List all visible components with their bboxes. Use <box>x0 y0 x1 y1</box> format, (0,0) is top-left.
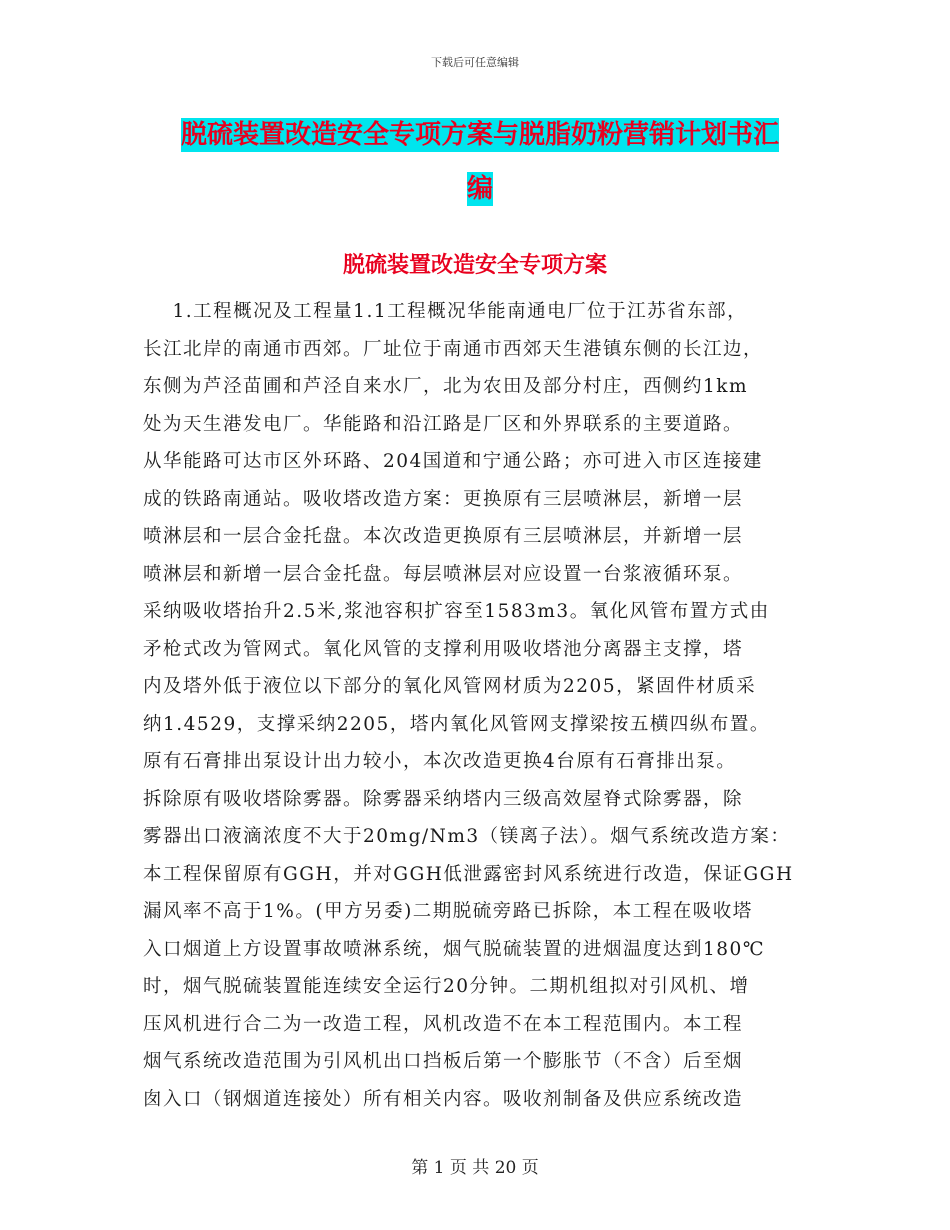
section-title: 脱硫装置改造安全专项方案 <box>342 252 607 278</box>
body-text <box>143 293 813 1118</box>
body-line: 纳1.4529，支撑采纳2205，塔内氧化风管网支撑梁按五横四纵布置。 <box>143 713 770 735</box>
body-line: 时，烟气脱硫装置能连续安全运行20分钟。二期机组拟对引风机、增 <box>143 976 750 997</box>
body-line: 入口烟道上方设置事故喷淋系统，烟气脱硫装置的进烟温度达到180℃ <box>143 938 766 960</box>
header-note: 下载后可任意编辑 <box>431 56 519 69</box>
body-line: 压风机进行合二为一改造工程，风机改造不在本工程范围内。本工程 <box>143 1013 744 1035</box>
page-footer: 第 1 页 共 20 页 <box>411 1158 539 1178</box>
body-line: 喷淋层和一层合金托盘。本次改造更换原有三层喷淋层，并新增一层 <box>143 526 744 547</box>
body-line: 拆除原有吸收塔除雾器。除雾器采纳塔内三级高效屋脊式除雾器，除 <box>143 788 744 810</box>
title-line-2: 编 <box>466 174 493 204</box>
body-line: 喷淋层和新增一层合金托盘。每层喷淋层对应设置一台浆液循环泵。 <box>143 563 744 585</box>
body-line: 采纳吸收塔抬升2.5米,浆池容积扩容至1583m3。氧化风管布置方式由 <box>143 601 770 622</box>
body-line: 东侧为芦泾苗圃和芦泾自来水厂，北为农田及部分村庄，西侧约1km <box>143 376 749 397</box>
body-line: 长江北岸的南通市西郊。厂址位于南通市西郊天生港镇东侧的长江边， <box>143 338 764 360</box>
body-line: 本工程保留原有GGH，并对GGH低泄露密封风系统进行改造，保证GGH <box>143 863 794 885</box>
body-line: 烟气系统改造范围为引风机出口挡板后第一个膨胀节（不含）后至烟 <box>143 1051 744 1072</box>
body-line: 矛枪式改为管网式。氧化风管的支撑利用吸收塔池分离器主支撑，塔 <box>143 638 744 660</box>
document-title <box>140 108 820 216</box>
body-line: 内及塔外低于液位以下部分的氧化风管网材质为2205，紧固件材质采 <box>143 676 757 697</box>
body-line: 原有石膏排出泵设计出力较小，本次改造更换4台原有石膏排出泵。 <box>143 751 737 772</box>
body-line: 成的铁路南通站。吸收塔改造方案：更换原有三层喷淋层，新增一层 <box>143 488 744 510</box>
body-line: 处为天生港发电厂。华能路和沿江路是厂区和外界联系的主要道路。 <box>143 413 744 435</box>
body-line: 漏风率不高于1%。(甲方另委)二期脱硫旁路已拆除，本工程在吸收塔 <box>143 901 753 922</box>
body-line: 雾器出口液滴浓度不大于20mg/Nm3（镁离子法）。烟气系统改造方案： <box>143 826 791 847</box>
body-line: 1.工程概况及工程量1.1工程概况华能南通电厂位于江苏省东部， <box>143 301 748 322</box>
body-line: 囱入口（钢烟道连接处）所有相关内容。吸收剂制备及供应系统改造 <box>143 1088 744 1110</box>
body-line: 从华能路可达市区外环路、204国道和宁通公路；亦可进入市区连接建 <box>143 451 763 472</box>
title-line-1: 脱硫装置改造安全专项方案与脱脂奶粉营销计划书汇 <box>180 120 779 150</box>
